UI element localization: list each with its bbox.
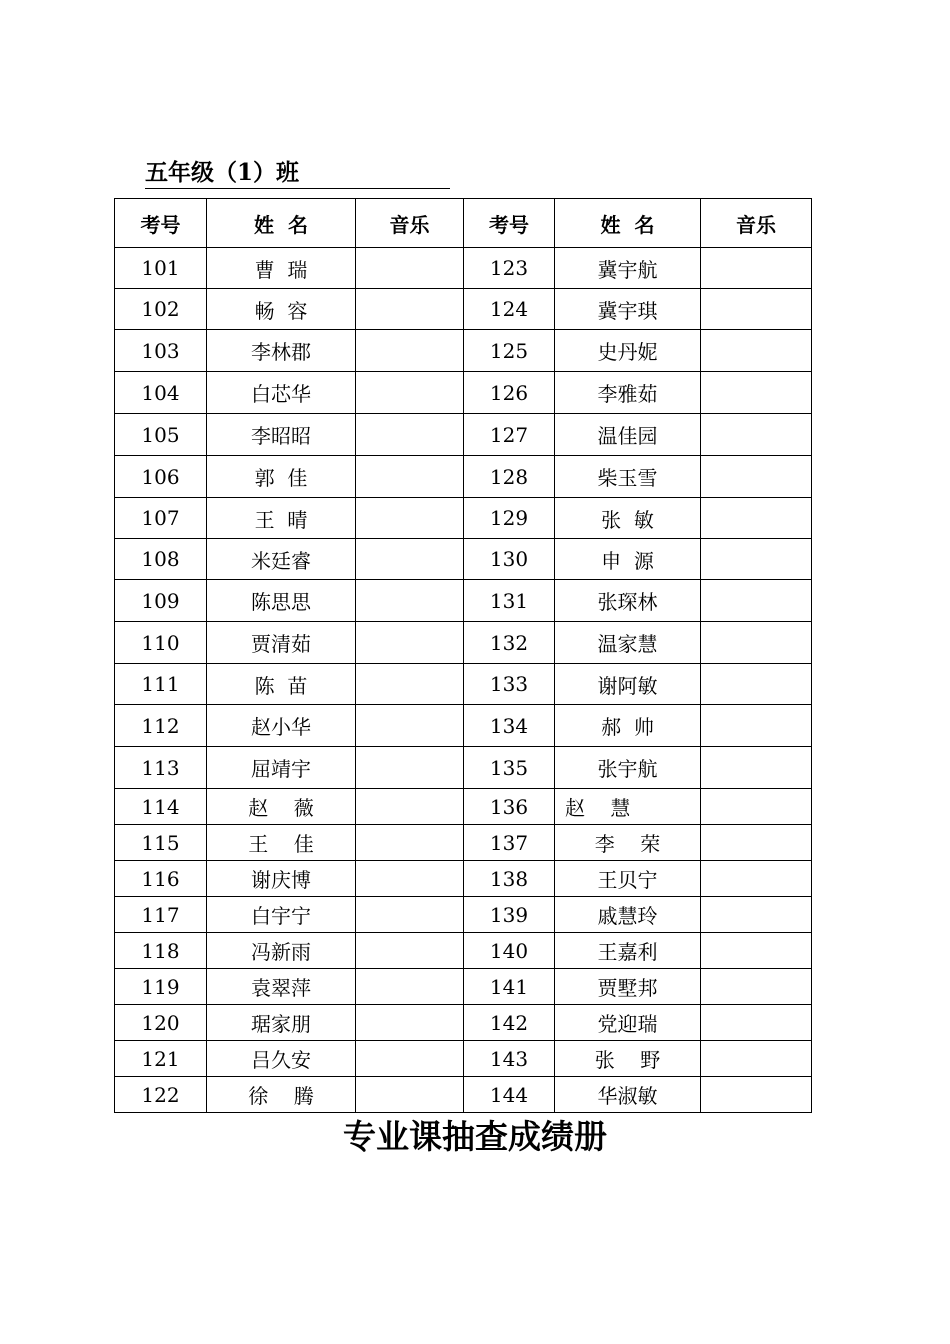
music-score-cell[interactable]	[701, 498, 812, 539]
music-score-cell[interactable]	[356, 933, 464, 969]
exam-no-cell: 108	[115, 539, 207, 580]
music-score-cell[interactable]	[356, 372, 464, 414]
exam-no-cell: 133	[464, 664, 555, 705]
student-name-cell: 赵小华	[207, 705, 356, 747]
table-row	[115, 330, 812, 372]
table-row	[115, 664, 812, 705]
table-header-row	[115, 199, 812, 248]
header-exam-no-right: 考号	[464, 199, 555, 248]
music-score-cell[interactable]	[701, 289, 812, 330]
exam-no-cell: 112	[115, 705, 207, 747]
music-score-cell[interactable]	[356, 861, 464, 897]
student-name-cell: 党迎瑞	[555, 1005, 701, 1041]
exam-no-cell: 124	[464, 289, 555, 330]
music-score-cell[interactable]	[701, 248, 812, 289]
exam-no-cell: 122	[115, 1077, 207, 1113]
student-name-cell: 王嘉利	[555, 933, 701, 969]
exam-no-cell: 126	[464, 372, 555, 414]
exam-no-cell: 123	[464, 248, 555, 289]
music-score-cell[interactable]	[701, 664, 812, 705]
student-name-cell: 王 晴	[207, 498, 356, 539]
music-score-cell[interactable]	[356, 414, 464, 456]
exam-no-cell: 120	[115, 1005, 207, 1041]
music-score-cell[interactable]	[701, 456, 812, 498]
exam-no-cell: 143	[464, 1041, 555, 1077]
student-name-cell: 赵 慧	[555, 789, 701, 825]
table-row	[115, 248, 812, 289]
header-name-left: 姓 名	[207, 199, 356, 248]
exam-no-cell: 103	[115, 330, 207, 372]
music-score-cell[interactable]	[356, 1005, 464, 1041]
exam-no-cell: 134	[464, 705, 555, 747]
student-name-cell: 屈靖宇	[207, 747, 356, 789]
student-name-cell: 白宇宁	[207, 897, 356, 933]
music-score-cell[interactable]	[701, 747, 812, 789]
student-name-cell: 郝 帅	[555, 705, 701, 747]
exam-no-cell: 109	[115, 580, 207, 622]
music-score-cell[interactable]	[701, 1005, 812, 1041]
student-name-cell: 琚家朋	[207, 1005, 356, 1041]
exam-no-cell: 116	[115, 861, 207, 897]
music-score-cell[interactable]	[356, 539, 464, 580]
header-music-left: 音乐	[356, 199, 464, 248]
class-title: 五年级（1）班	[145, 158, 450, 189]
music-score-cell[interactable]	[356, 747, 464, 789]
student-name-cell: 贾墅邦	[555, 969, 701, 1005]
student-name-cell: 陈 苗	[207, 664, 356, 705]
student-name-cell: 白芯华	[207, 372, 356, 414]
table-row	[115, 414, 812, 456]
music-score-cell[interactable]	[701, 372, 812, 414]
student-name-cell: 冯新雨	[207, 933, 356, 969]
score-table	[114, 198, 812, 1113]
student-name-cell: 郭 佳	[207, 456, 356, 498]
table-row	[115, 1005, 812, 1041]
table-row	[115, 861, 812, 897]
exam-no-cell: 131	[464, 580, 555, 622]
exam-no-cell: 132	[464, 622, 555, 664]
exam-no-cell: 119	[115, 969, 207, 1005]
student-name-cell: 畅 容	[207, 289, 356, 330]
exam-no-cell: 140	[464, 933, 555, 969]
student-name-cell: 李林郡	[207, 330, 356, 372]
table-row	[115, 456, 812, 498]
table-row	[115, 705, 812, 747]
music-score-cell[interactable]	[356, 456, 464, 498]
header-name-right: 姓 名	[555, 199, 701, 248]
student-name-cell: 柴玉雪	[555, 456, 701, 498]
music-score-cell[interactable]	[701, 825, 812, 861]
music-score-cell[interactable]	[701, 539, 812, 580]
student-name-cell: 赵 薇	[207, 789, 356, 825]
student-name-cell: 曹 瑞	[207, 248, 356, 289]
exam-no-cell: 142	[464, 1005, 555, 1041]
student-name-cell: 张 敏	[555, 498, 701, 539]
exam-no-cell: 101	[115, 248, 207, 289]
student-name-cell: 张琛林	[555, 580, 701, 622]
exam-no-cell: 121	[115, 1041, 207, 1077]
exam-no-cell: 110	[115, 622, 207, 664]
exam-no-cell: 130	[464, 539, 555, 580]
student-name-cell: 谢阿敏	[555, 664, 701, 705]
student-name-cell: 王贝宁	[555, 861, 701, 897]
student-name-cell: 袁翠萍	[207, 969, 356, 1005]
music-score-cell[interactable]	[701, 1041, 812, 1077]
table-row	[115, 897, 812, 933]
music-score-cell[interactable]	[356, 498, 464, 539]
music-score-cell[interactable]	[356, 289, 464, 330]
music-score-cell[interactable]	[356, 897, 464, 933]
music-score-cell[interactable]	[701, 1077, 812, 1113]
music-score-cell[interactable]	[701, 705, 812, 747]
exam-no-cell: 138	[464, 861, 555, 897]
exam-no-cell: 136	[464, 789, 555, 825]
music-score-cell[interactable]	[701, 414, 812, 456]
music-score-cell[interactable]	[356, 664, 464, 705]
exam-no-cell: 115	[115, 825, 207, 861]
table-row	[115, 969, 812, 1005]
exam-no-cell: 114	[115, 789, 207, 825]
music-score-cell[interactable]	[356, 330, 464, 372]
student-name-cell: 米廷睿	[207, 539, 356, 580]
student-name-cell: 戚慧玲	[555, 897, 701, 933]
exam-no-cell: 102	[115, 289, 207, 330]
music-score-cell[interactable]	[356, 580, 464, 622]
student-name-cell: 张宇航	[555, 747, 701, 789]
table-row	[115, 1077, 812, 1113]
exam-no-cell: 113	[115, 747, 207, 789]
exam-no-cell: 111	[115, 664, 207, 705]
table-row	[115, 789, 812, 825]
music-score-cell[interactable]	[356, 705, 464, 747]
exam-no-cell: 144	[464, 1077, 555, 1113]
music-score-cell[interactable]	[356, 825, 464, 861]
student-name-cell: 张 野	[555, 1041, 701, 1077]
table-row	[115, 580, 812, 622]
student-name-cell: 冀宇航	[555, 248, 701, 289]
exam-no-cell: 139	[464, 897, 555, 933]
exam-no-cell: 128	[464, 456, 555, 498]
music-score-cell[interactable]	[701, 330, 812, 372]
table-row	[115, 1041, 812, 1077]
header-music-right: 音乐	[701, 199, 812, 248]
exam-no-cell: 127	[464, 414, 555, 456]
student-name-cell: 冀宇琪	[555, 289, 701, 330]
table-row	[115, 622, 812, 664]
student-name-cell: 华淑敏	[555, 1077, 701, 1113]
table-row	[115, 747, 812, 789]
exam-no-cell: 137	[464, 825, 555, 861]
music-score-cell[interactable]	[701, 861, 812, 897]
student-name-cell: 谢庆博	[207, 861, 356, 897]
student-name-cell: 温家慧	[555, 622, 701, 664]
exam-no-cell: 135	[464, 747, 555, 789]
exam-no-cell: 118	[115, 933, 207, 969]
exam-no-cell: 105	[115, 414, 207, 456]
student-name-cell: 吕久安	[207, 1041, 356, 1077]
table-row	[115, 498, 812, 539]
music-score-cell[interactable]	[356, 1077, 464, 1113]
student-name-cell: 李雅茹	[555, 372, 701, 414]
student-name-cell: 贾清茹	[207, 622, 356, 664]
music-score-cell[interactable]	[701, 622, 812, 664]
music-score-cell[interactable]	[701, 933, 812, 969]
music-score-cell[interactable]	[701, 580, 812, 622]
music-score-cell[interactable]	[356, 622, 464, 664]
music-score-cell[interactable]	[356, 969, 464, 1005]
student-name-cell: 李 荣	[555, 825, 701, 861]
table-row	[115, 289, 812, 330]
music-score-cell[interactable]	[356, 789, 464, 825]
exam-no-cell: 107	[115, 498, 207, 539]
music-score-cell[interactable]	[701, 789, 812, 825]
student-name-cell: 徐 腾	[207, 1077, 356, 1113]
table-row	[115, 933, 812, 969]
exam-no-cell: 141	[464, 969, 555, 1005]
music-score-cell[interactable]	[356, 1041, 464, 1077]
music-score-cell[interactable]	[701, 897, 812, 933]
student-name-cell: 陈思思	[207, 580, 356, 622]
header-exam-no-left: 考号	[115, 199, 207, 248]
exam-no-cell: 129	[464, 498, 555, 539]
exam-no-cell: 104	[115, 372, 207, 414]
table-row	[115, 539, 812, 580]
exam-no-cell: 106	[115, 456, 207, 498]
music-score-cell[interactable]	[701, 969, 812, 1005]
table-row	[115, 825, 812, 861]
student-name-cell: 史丹妮	[555, 330, 701, 372]
music-score-cell[interactable]	[356, 248, 464, 289]
table-row	[115, 372, 812, 414]
gradebook-title: 专业课抽查成绩册	[343, 1117, 607, 1156]
student-name-cell: 申 源	[555, 539, 701, 580]
exam-no-cell: 125	[464, 330, 555, 372]
exam-no-cell: 117	[115, 897, 207, 933]
student-name-cell: 王 佳	[207, 825, 356, 861]
student-name-cell: 李昭昭	[207, 414, 356, 456]
student-name-cell: 温佳园	[555, 414, 701, 456]
